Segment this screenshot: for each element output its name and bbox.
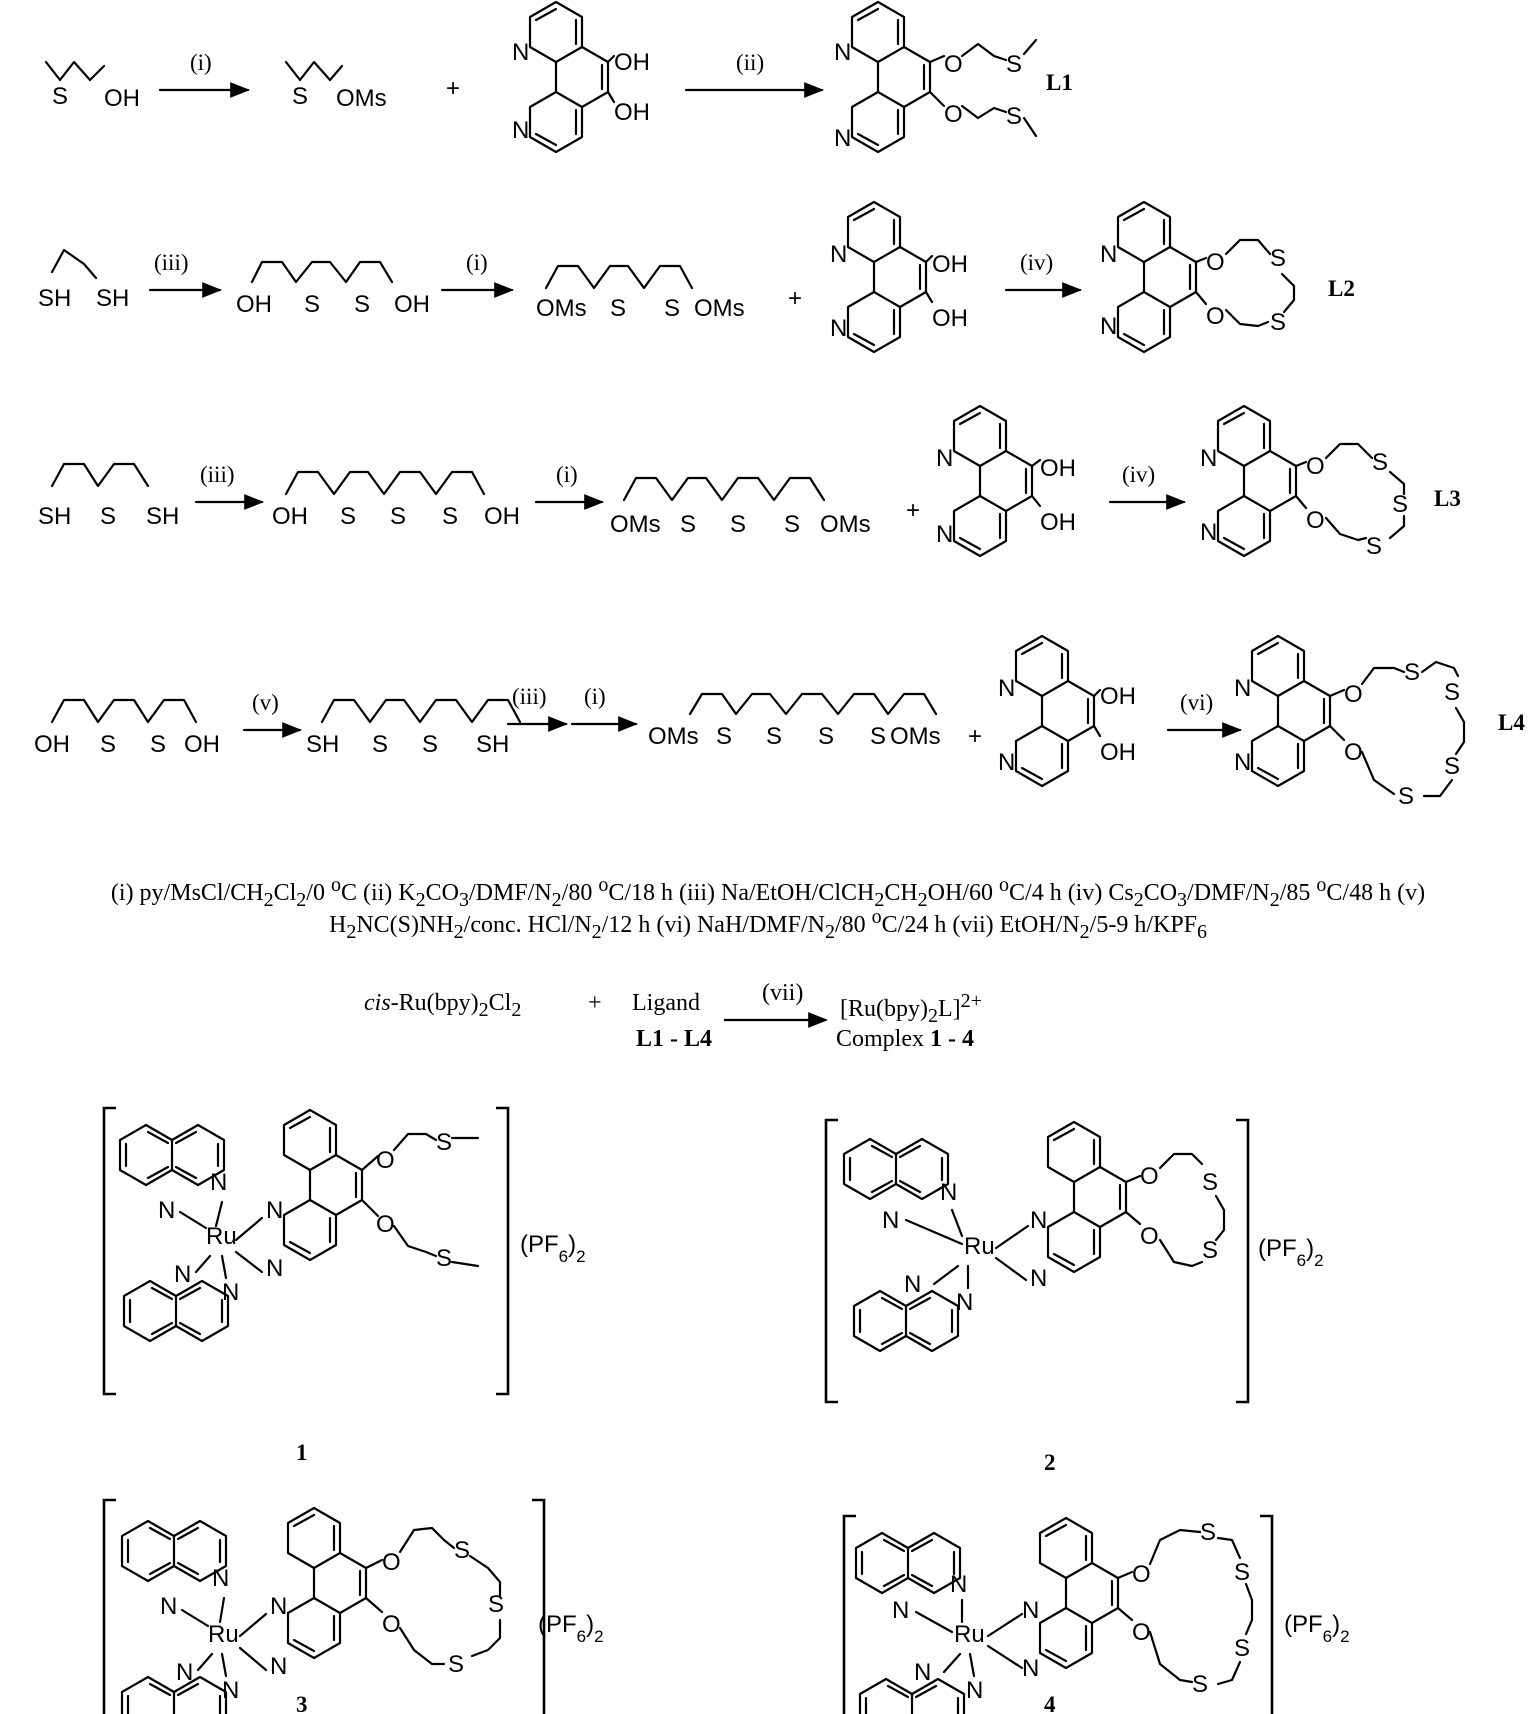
- scheme-label: (i): [556, 462, 578, 487]
- atom-n-label: N: [904, 1271, 922, 1298]
- atom-ru-label: Ru: [954, 1621, 985, 1648]
- atom-n-label: N: [936, 521, 954, 548]
- atom-n-label: N: [222, 1279, 240, 1306]
- atom-o-label: O: [382, 1549, 401, 1576]
- atom-s-label: S: [354, 291, 371, 318]
- atom-oms-label: OMs: [648, 723, 699, 750]
- atom-n-label: N: [1100, 313, 1118, 340]
- conditions-line-2: $H_2NC(S)NH_2$/conc. HCl/$N_2/12$ h (vi) NaH/$DMF/N_2/80$ $^o$C/24 h (vii) EtOH/$N_2/5-9$ $h/KPF_6$: [328, 906, 1208, 943]
- atom-oh-label: OH: [184, 731, 220, 758]
- row-4: [34, 636, 1525, 810]
- atom-s-label: S: [870, 723, 887, 750]
- atom-oh-label: OH: [1100, 739, 1136, 766]
- atom-sh-label: SH: [38, 503, 72, 530]
- atom-oh-label: OH: [394, 291, 430, 318]
- scheme-label: (iv): [1122, 462, 1156, 487]
- atom-oh-label: OH: [1040, 455, 1076, 482]
- atom-s-label: S: [1404, 659, 1421, 686]
- atom-s-label: S: [1392, 491, 1409, 518]
- atom-n-label: N: [158, 1197, 176, 1224]
- atom-s-label: S: [304, 291, 321, 318]
- atom-n-label: N: [512, 39, 530, 66]
- scheme-label: 3: [296, 1692, 308, 1714]
- plus-sign-2: +: [588, 990, 602, 1016]
- counterion: $(PF_6)_2$: [520, 1231, 586, 1266]
- ligand-L4: L4: [1498, 710, 1525, 735]
- atom-s-label: S: [818, 723, 835, 750]
- atom-sh-label: SH: [476, 731, 510, 758]
- atom-s-label: S: [784, 511, 801, 538]
- scheme-label: 2: [1044, 1450, 1056, 1475]
- atom-n-label: N: [270, 1593, 288, 1620]
- reagent-iv: (iv): [1020, 250, 1054, 275]
- atom-s-label: S: [340, 503, 357, 530]
- atom-s-label: S: [436, 1245, 453, 1272]
- atom-n-label: N: [1234, 675, 1252, 702]
- atom-ru-label: Ru: [964, 1233, 995, 1260]
- atom-sh-label: SH: [146, 503, 180, 530]
- atom-n-label: N: [1022, 1655, 1040, 1682]
- atom-n-label: N: [1030, 1207, 1048, 1234]
- atom-s-label: S: [390, 503, 407, 530]
- atom-s-label: S: [422, 731, 439, 758]
- scheme-label: $(PF_6)_2$: [1258, 1235, 1324, 1270]
- atom-n-label: N: [1200, 519, 1218, 546]
- atom-s-label: S: [100, 503, 117, 530]
- atom-n-label: N: [266, 1197, 284, 1224]
- atom-o-label: O: [1132, 1561, 1151, 1588]
- atom-s-label: S: [1234, 1559, 1251, 1586]
- atom-s-label: S: [442, 503, 459, 530]
- atom-s-label: S: [1444, 679, 1461, 706]
- atom-plus-label: +: [968, 723, 983, 750]
- atom-oh-label: OH: [34, 731, 70, 758]
- reagent-iii: (iii): [154, 250, 189, 275]
- row-1: [46, 2, 1073, 152]
- atom-n-label: N: [1100, 241, 1118, 268]
- atom-o-label: O: [1140, 1163, 1159, 1190]
- atom-s-label: S: [1202, 1237, 1219, 1264]
- atom-s-label: S: [436, 1129, 453, 1156]
- atom-oh-label: OH: [932, 251, 968, 278]
- ligand-range: L1 - L4: [636, 1026, 713, 1052]
- atom-s-label: S: [1006, 51, 1023, 78]
- atom-o-label: O: [1140, 1223, 1159, 1250]
- atom-n-label: N: [512, 117, 530, 144]
- atom-o-label: O: [376, 1211, 395, 1238]
- atom-n-label: N: [266, 1255, 284, 1282]
- atom-sh-label: SH: [96, 285, 130, 312]
- atom-oms-label: OMs: [610, 511, 661, 538]
- atom-o-label: O: [944, 101, 963, 128]
- atom-s-label: S: [680, 511, 697, 538]
- atom-s-label: S: [1234, 1635, 1251, 1662]
- atom-o-label: O: [1344, 739, 1363, 766]
- atom-s-label: S: [1444, 753, 1461, 780]
- atom-n-label: N: [834, 39, 852, 66]
- atom-oh-label: OH: [614, 99, 650, 126]
- atom-n-label: N: [882, 1207, 900, 1234]
- atom-s-label: S: [716, 723, 733, 750]
- scheme-label: 4: [1044, 1692, 1056, 1714]
- plus-sign: +: [446, 75, 461, 102]
- scheme-label: (iii): [512, 684, 547, 709]
- reagent-v: (v): [252, 690, 279, 715]
- reagent-vi: (vi): [1180, 690, 1214, 715]
- atom-n-label: N: [222, 1677, 240, 1704]
- row-2: [38, 202, 1355, 352]
- atom-s-label: S: [150, 731, 167, 758]
- atom-s-label: S: [1192, 1671, 1209, 1698]
- reagent-i: (i): [190, 50, 212, 75]
- atom-s-label: S: [454, 1537, 471, 1564]
- atom-o-label: O: [1132, 1619, 1151, 1646]
- atom-oh-label: OH: [236, 291, 272, 318]
- ligand-label: Ligand: [632, 990, 700, 1016]
- atom-Ru: Ru: [206, 1223, 237, 1250]
- scheme-label: (iii): [200, 462, 235, 487]
- atom-s-label: S: [488, 1591, 505, 1618]
- conditions-line-1: (i) $py/MsCl/CH_2Cl_2/0$ $^o$C (ii) $K_2CO_3/DMF/N_2/80$ $^o$C/18 h (iii) $Na/EtOH/ClCH_2CH_2OH/60$ $^o$C/4 h (iv) $Cs_2CO_3/DMF/N_2/85$ $^o$C/48 h (v): [110, 874, 1426, 911]
- atom-o-label: O: [1206, 249, 1225, 276]
- complex-3: [104, 1500, 604, 1714]
- reagent-ii: (ii): [736, 50, 765, 75]
- product-complex: $[Ru(bpy)_2L]^{2+}$: [840, 990, 982, 1027]
- atom-n-label: N: [966, 1677, 984, 1704]
- scheme-label: (i): [466, 250, 488, 275]
- reagent-vii: (vii): [762, 980, 804, 1006]
- atom-s-label: S: [292, 83, 309, 110]
- atom-n-label: N: [998, 675, 1016, 702]
- complex-number: 1: [296, 1440, 308, 1465]
- ligand-L2: L2: [1328, 276, 1355, 301]
- atom-s-label: S: [1398, 783, 1415, 810]
- atom-s-label: S: [730, 511, 747, 538]
- atom-oms-label: OMs: [890, 723, 941, 750]
- atom-n-label: N: [160, 1593, 178, 1620]
- scheme-label: $(PF_6)_2$: [1284, 1611, 1350, 1646]
- atom-s-label: S: [372, 731, 389, 758]
- scheme-label: (i): [584, 684, 606, 709]
- atom-n-label: N: [892, 1597, 910, 1624]
- atom-n-label: N: [830, 241, 848, 268]
- ligand-L3: L3: [1434, 486, 1461, 511]
- atom-n-label: N: [830, 315, 848, 342]
- atom-s-label: S: [1006, 103, 1023, 130]
- atom-plus-label: +: [906, 497, 921, 524]
- atom-n-label: N: [936, 445, 954, 472]
- atom-oh-label: OH: [484, 503, 520, 530]
- atom-o-label: O: [376, 1147, 395, 1174]
- atom-s-label: S: [1200, 1519, 1217, 1546]
- atom-sh-label: SH: [306, 731, 340, 758]
- atom-o-label: O: [944, 51, 963, 78]
- atom-OMs-overlap: OMs: [820, 511, 871, 538]
- atom-o-label: O: [382, 1611, 401, 1638]
- atom-oh-label: OH: [614, 49, 650, 76]
- atom-n-label: N: [210, 1169, 228, 1196]
- atom-n-label: N: [270, 1653, 288, 1680]
- product-label: Complex 1 - 4: [836, 1026, 974, 1052]
- atom-ru-label: Ru: [208, 1621, 239, 1648]
- atom-s-label: S: [766, 723, 783, 750]
- atom-n-label: N: [956, 1289, 974, 1316]
- atom-o-label: O: [1306, 453, 1325, 480]
- atom-n-label: N: [1200, 445, 1218, 472]
- atom-s-label: S: [1270, 245, 1287, 272]
- atom-n-label: N: [940, 1179, 958, 1206]
- row-3: [38, 406, 1461, 560]
- atom-oh-label: OH: [272, 503, 308, 530]
- reactant-ru-complex: cis-$Ru(bpy)_2Cl_2$: [364, 990, 522, 1021]
- atom-OMs: OMs: [336, 85, 387, 112]
- atom-n-label: N: [1030, 1265, 1048, 1292]
- atom-S: S: [52, 83, 69, 110]
- atom-plus-label: +: [788, 285, 803, 312]
- atom-s-label: S: [610, 295, 627, 322]
- atom-n-label: N: [998, 749, 1016, 776]
- scheme-label: $(PF_6)_2$: [538, 1611, 604, 1646]
- atom-oh-label: OH: [1100, 683, 1136, 710]
- complex-1: [104, 1108, 586, 1465]
- atom-o-label: O: [1344, 681, 1363, 708]
- atom-s-label: S: [1366, 533, 1383, 560]
- arrow-vii: [722, 1010, 832, 1030]
- atom-n-label: N: [950, 1571, 968, 1598]
- atom-s-label: S: [448, 1651, 465, 1678]
- atom-s-label: S: [664, 295, 681, 322]
- atom-OH: OH: [104, 85, 140, 112]
- atom-o-label: O: [1306, 507, 1325, 534]
- atom-n-label: N: [176, 1659, 194, 1686]
- atom-n-label: N: [212, 1565, 230, 1592]
- atom-n-label: N: [914, 1659, 932, 1686]
- atom-s-label: S: [1372, 449, 1389, 476]
- atom-n-label: N: [834, 125, 852, 152]
- atom-s-label: S: [1270, 309, 1287, 336]
- atom-o-label: O: [1206, 303, 1225, 330]
- atom-oms-label: OMs: [694, 295, 745, 322]
- atom-oms-label: OMs: [536, 295, 587, 322]
- atom-SH: SH: [38, 285, 72, 312]
- atom-s-label: S: [1202, 1169, 1219, 1196]
- atom-s-label: S: [100, 731, 117, 758]
- atom-oh-label: OH: [1040, 509, 1076, 536]
- atom-n-label: N: [174, 1261, 192, 1288]
- atom-n-label: N: [1022, 1597, 1040, 1624]
- complex-4: [844, 1516, 1350, 1714]
- complex-2: [826, 1120, 1324, 1475]
- atom-n-label: N: [1234, 749, 1252, 776]
- ligand-L1: L1: [1046, 70, 1073, 95]
- atom-oh-label: OH: [932, 305, 968, 332]
